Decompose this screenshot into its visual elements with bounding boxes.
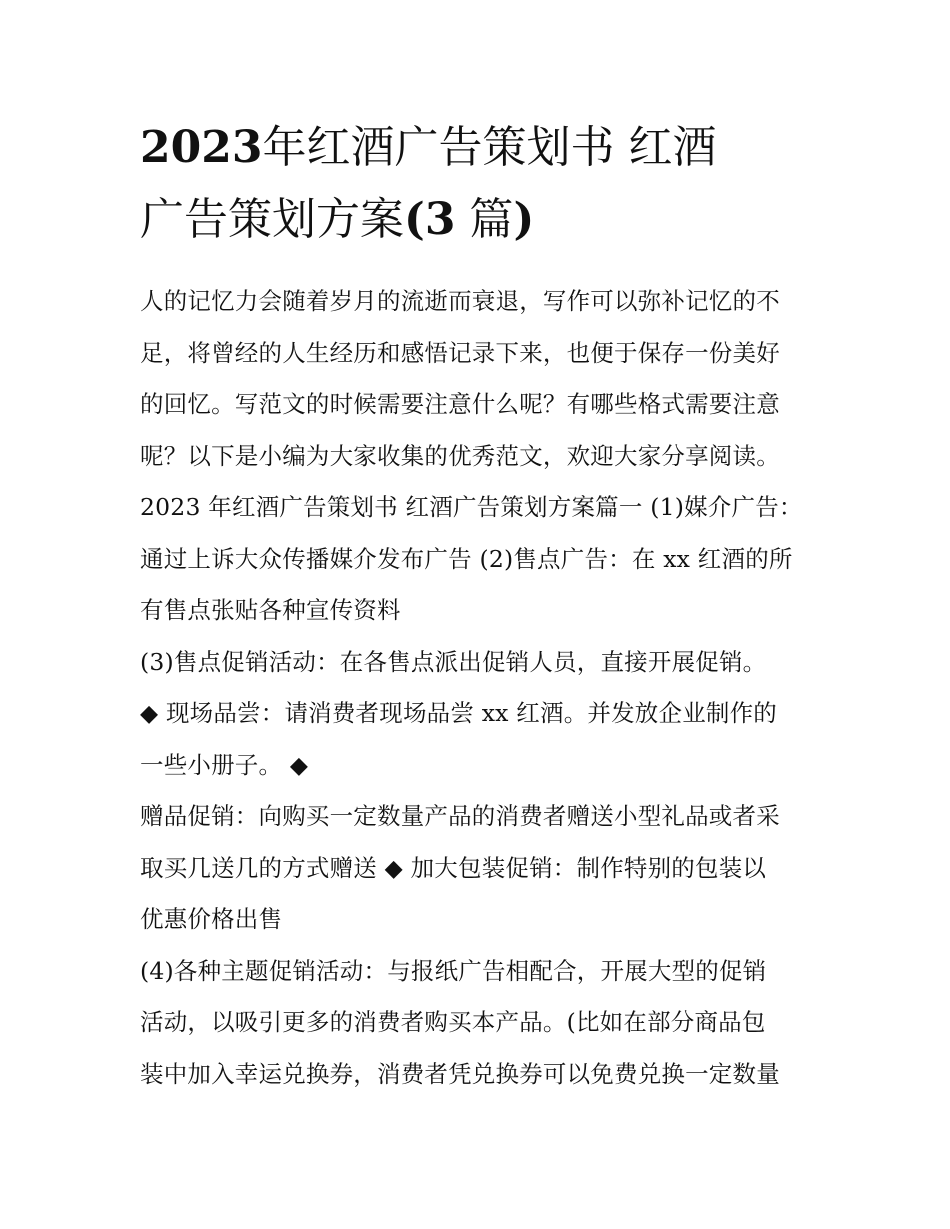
body-line: 人的记忆力会随着岁月的流逝而衰退，写作可以弥补记忆的不 <box>140 287 780 315</box>
body-line: ◆ 现场品尝：请消费者现场品尝 xx 红酒。并发放企业制作的 <box>140 699 777 727</box>
title-count-close: ) <box>513 194 535 245</box>
document-title <box>140 112 820 256</box>
body-line: 装中加入幸运兑换券，消费者凭兑换券可以免费兑换一定数量 <box>140 1059 780 1088</box>
title-line-1-text: 年红酒广告策划书 红酒 <box>262 122 717 173</box>
body-line: (4)各种主题促销活动：与报纸广告相配合，开展大型的促销 <box>140 956 767 985</box>
title-line-2-text: 广告策划方案 <box>140 194 404 245</box>
body-line: 通过上诉大众传播媒介发布广告 (2)售点广告：在 xx 红酒的所 <box>140 544 793 573</box>
body-line: 的回忆。写范文的时候需要注意什么呢？有哪些格式需要注意 <box>140 390 780 418</box>
body-line: 2023 年红酒广告策划书 红酒广告策划方案篇一 (1)媒介广告： <box>140 493 803 521</box>
body-line: 有售点张贴各种宣传资料 <box>140 596 401 624</box>
body-line: 活动，以吸引更多的消费者购买本产品。(比如在部分商品包 <box>140 1008 766 1036</box>
body-line: 优惠价格出售 <box>140 905 283 933</box>
body-line: 一些小册子。 ◆ <box>140 750 309 779</box>
title-line-1 <box>140 112 820 184</box>
body-line: 取买几送几的方式赠送 ◆ 加大包装促销：制作特别的包装以 <box>140 853 767 882</box>
title-count-open: (3 <box>404 194 456 245</box>
document-body <box>140 276 830 1100</box>
title-count-unit: 篇 <box>455 194 514 245</box>
title-line-2 <box>140 184 820 256</box>
body-line: 足，将曾经的人生经历和感悟记录下来，也便于保存一份美好 <box>140 338 780 367</box>
body-line: (3)售点促销活动：在各售点派出促销人员，直接开展促销。 <box>140 647 767 676</box>
title-year: 2023 <box>140 122 263 173</box>
body-line: 赠品促销：向购买一定数量产品的消费者赠送小型礼品或者采 <box>140 802 780 830</box>
body-line: 呢？以下是小编为大家收集的优秀范文，欢迎大家分享阅读。 <box>140 441 780 470</box>
